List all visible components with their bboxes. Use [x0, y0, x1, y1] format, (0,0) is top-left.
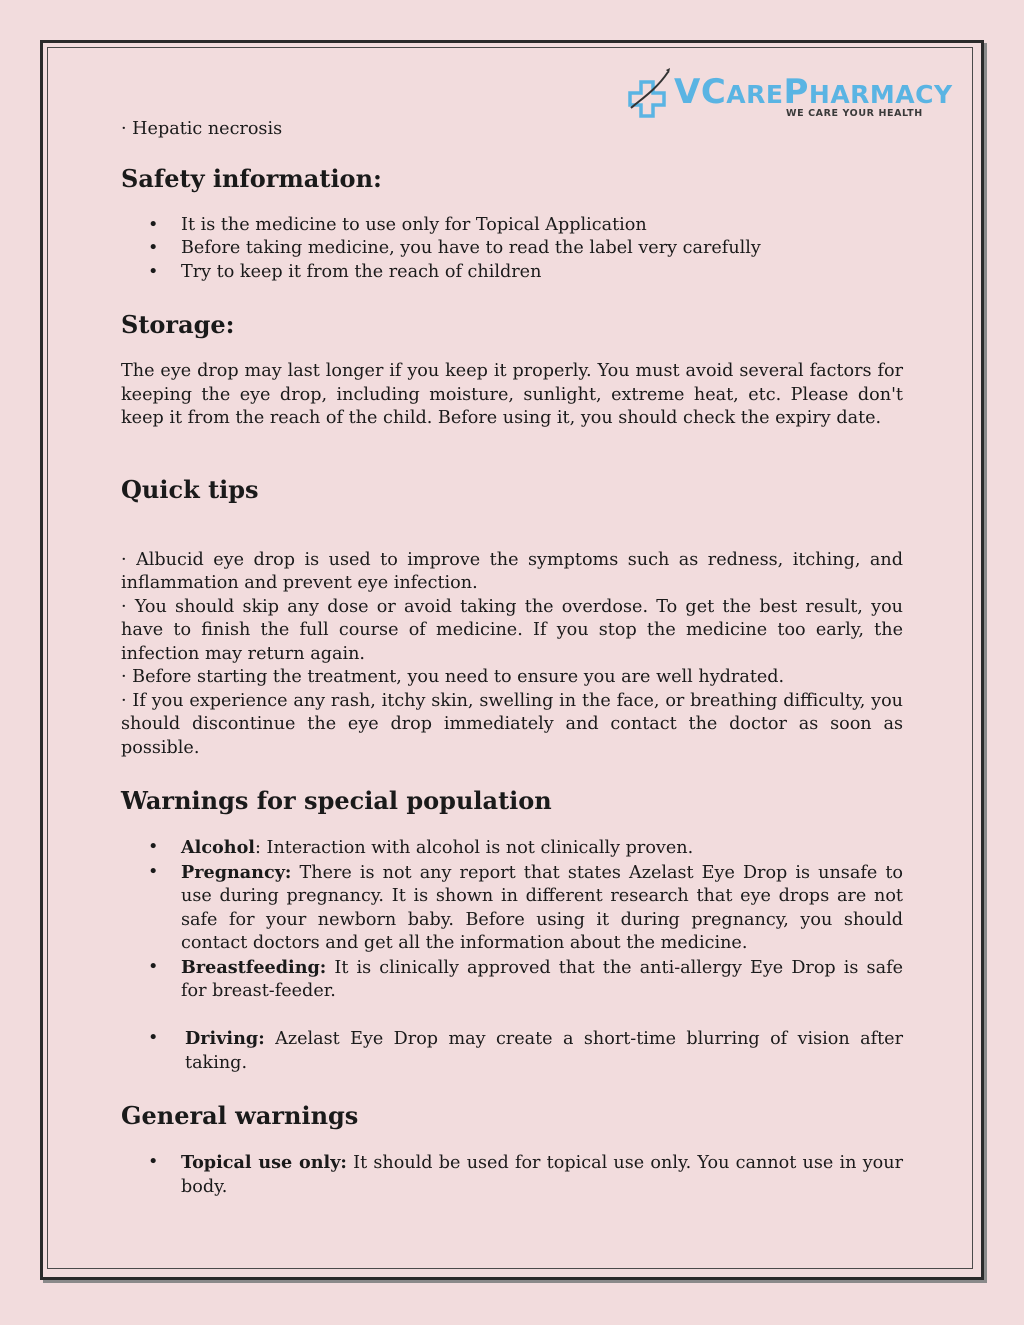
warnings-special-heading: Warnings for special population — [121, 786, 552, 815]
list-item — [121, 836, 903, 861]
item-label: Alcohol — [181, 837, 255, 858]
item-text: It is clinically approved that the anti-allergy Eye Drop is safe for breast-feeder. — [181, 957, 903, 1001]
document-body — [121, 118, 903, 1199]
list-item: · You should skip any dose or avoid taking the overdose. To get the best result, you have to finish the full course of medicine. If you stop the medicine too early, the infection may return again. — [121, 596, 903, 664]
list-item: · If you experience any rash, itchy skin, swelling in the face, or breathing difficulty, you should discontinue the eye drop immediately and contact the doctor as soon as possible. — [121, 690, 903, 758]
list-item: • Before taking medicine, you have to read the label very carefully — [121, 237, 903, 261]
general-warnings-heading: General warnings — [121, 1101, 359, 1130]
storage-text: The eye drop may last longer if you keep it properly. You must avoid several factors for keeping the eye drop, including moisture, sunlight, extreme heat, etc. Please don't keep it from the reach of the child. Before using it, you should check the expiry date. — [121, 361, 903, 428]
logo-tagline: WE CARE YOUR HEALTH — [786, 108, 923, 119]
list-item: · Before starting the treatment, you need to ensure you are well hydrated. — [121, 667, 785, 687]
list-item — [121, 1151, 903, 1199]
item-text: : Interaction with alcohol is not clinically proven. — [255, 838, 694, 858]
logo-wordmark: VCAREPHARMACY — [674, 72, 953, 112]
item-label: Breastfeeding: — [181, 956, 327, 978]
storage-heading: Storage: — [121, 310, 235, 339]
item-label: Pregnancy: — [181, 861, 292, 883]
list-item: · Albucid eye drop is used to improve the symptoms such as redness, itching, and inflammation and prevent eye infection. — [121, 549, 903, 593]
warnings-special-list — [121, 836, 903, 1075]
intro-bullet: · Hepatic necrosis — [121, 119, 283, 139]
list-item — [121, 956, 903, 1004]
vcare-pharmacy-logo — [626, 68, 956, 124]
quick-tips-list — [121, 549, 903, 761]
item-text: It should be used for topical use only. You cannot use in your body. — [181, 1153, 903, 1197]
item-label: Driving: — [185, 1028, 265, 1049]
list-item: • It is the medicine to use only for Topical Application — [121, 214, 903, 238]
item-label: Topical use only: — [181, 1152, 347, 1173]
safety-heading: Safety information: — [121, 163, 382, 193]
medical-cross-icon — [626, 68, 674, 124]
list-item — [121, 861, 903, 956]
safety-list — [121, 214, 903, 285]
list-item — [121, 1027, 903, 1075]
list-item: • Try to keep it from the reach of children — [121, 261, 903, 285]
item-text: Azelast Eye Drop may create a short-time blurring of vision after taking. — [185, 1029, 903, 1073]
item-text: There is not any report that states Azelast Eye Drop is unsafe to use during pregnancy. It is shown in different research that eye drops are not safe for your newborn baby. Before using it during pregnancy, you should contact doctors and get all the information about the medicine. — [181, 862, 903, 953]
general-warnings-list — [121, 1151, 903, 1199]
quick-tips-heading: Quick tips — [121, 474, 259, 504]
